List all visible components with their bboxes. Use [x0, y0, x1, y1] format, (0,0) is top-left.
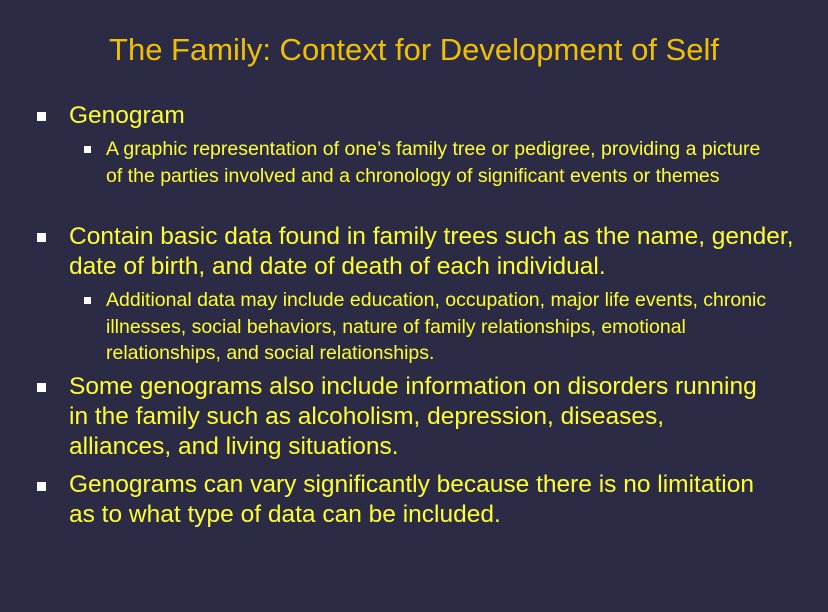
bullet-basic-data: Contain basic data found in family trees such as the name, gender, date of birth, and date of death of each individual.: [69, 223, 794, 280]
square-bullet-icon: [84, 297, 91, 304]
square-bullet-icon: [37, 233, 46, 242]
bullet-disorders: Some genograms also include information on disorders running in the family such as alcoholism, depression, diseases, alliances, and living situations.: [69, 373, 757, 460]
bullet-genogram: Genogram: [69, 102, 185, 129]
slide-title: The Family: Context for Development of Self: [109, 32, 719, 67]
square-bullet-icon: [37, 383, 46, 392]
sub-bullet-additional-data: Additional data may include education, occupation, major life events, chronic illnesses, social behaviors, nature of family relationships, emotional relationships, and social relationships.: [106, 289, 767, 364]
bullet-vary-significantly: Genograms can vary significantly because there is no limitation as to what type of data can be included.: [69, 471, 754, 528]
square-bullet-icon: [84, 146, 91, 153]
sub-bullet-genogram-definition: A graphic representation of one’s family tree or pedigree, providing a picture of the parties involved and a chronology of significant events or themes: [106, 138, 761, 187]
square-bullet-icon: [37, 482, 46, 491]
square-bullet-icon: [37, 112, 46, 121]
